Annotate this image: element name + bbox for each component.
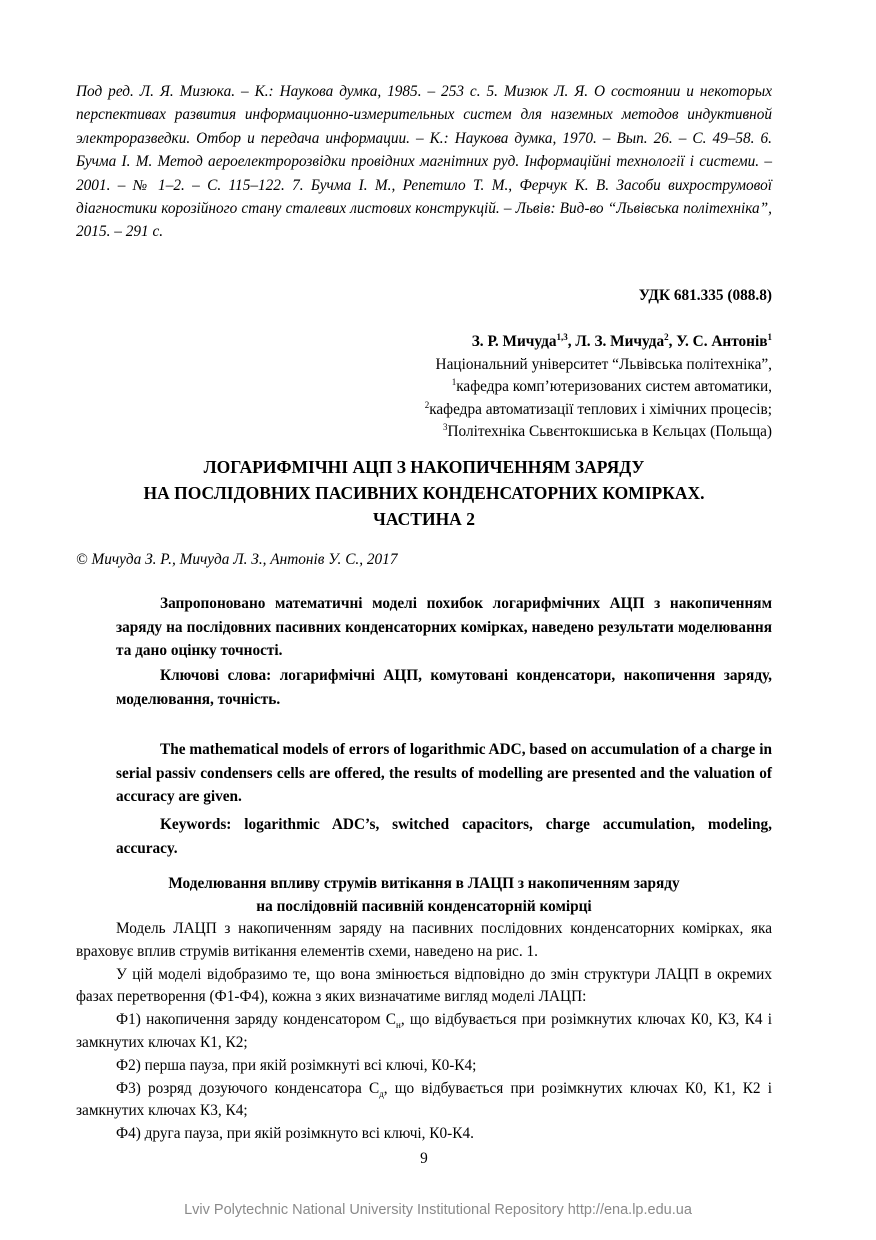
- keywords-en-text: Keywords: logarithmic ADC’s, switched capacitors, charge accumulation, modeling, accuracy.: [116, 816, 772, 857]
- author-1-affiliation: 1,3: [556, 331, 568, 342]
- affiliation-2: [76, 399, 772, 422]
- affiliation-3-text: Політехніка Сьвєнтокшиська в Кєльцах (Польща): [447, 423, 772, 441]
- subscript: н: [396, 1020, 401, 1031]
- keywords-en: [116, 813, 772, 860]
- paragraph-text: , що відбувається при розімкнутих ключах К0, К3, К4 і замкнутих ключах К1, К2;: [76, 1011, 772, 1051]
- udk-code: УДК 681.335 (088.8): [638, 287, 772, 304]
- title-line-1: ЛОГАРИФМІЧНІ АЦП З НАКОПИЧЕННЯМ ЗАРЯДУ: [203, 457, 645, 477]
- paragraph: Модель ЛАЦП з накопиченням заряду на пасивних послідовних конденсаторних комірках, яка враховує вплив струмів витікання елементів схеми, наведено на рис. 1.: [76, 920, 772, 960]
- repository-footer: Lviv Polytechnic National University Institutional Repository http://ena.lp.edu.ua: [184, 1202, 692, 1218]
- references-continuation: Под ред. Л. Я. Мизюка. – К.: Наукова думка, 1985. – 253 с. 5. Мизюк Л. Я. О состоянии и некоторых перспективах развития информационно-измерительных систем для наземных методов индуктивной электроразведки. Отбор и передача информации. – К.: Наукова думка, 1970. – Вып. 26. – С. 49–58. 6. Бучма І. М. Метод аероелектророзвідки провідних магнітних руд. Інформаційні технології і системи. – 2001. – № 1–2. – С. 115–122. 7. Бучма І. М., Репетило Т. М., Ферчук К. В. Засоби вихрострумової діагностики корозійного стану сталевих листових конструкцій. – Львів: Вид-во “Львівська політехніка”, 2015. – 291 с.: [76, 83, 772, 241]
- abstract-en-text: The mathematical models of errors of logarithmic ADC, based on accumulation of a charge in serial passiv condensers cells are offered, the results of modelling are presented and the valuation of accuracy are given.: [116, 741, 772, 805]
- paragraph: [76, 1078, 772, 1124]
- affiliation-2-mark: 2: [424, 399, 430, 410]
- author-1: З. Р. Мичуда: [471, 333, 557, 350]
- title-line-3: ЧАСТИНА 2: [373, 509, 475, 529]
- affiliation-2-text: кафедра автоматизації теплових і хімічних процесів;: [429, 400, 772, 418]
- affiliation-1: [76, 376, 772, 399]
- abstract-ua: [116, 592, 772, 663]
- author-3: , У. С. Антонів: [668, 333, 768, 350]
- section-heading-line-2: на послідовній пасивній конденсаторній комірці: [256, 897, 592, 915]
- author-2-affiliation: 2: [664, 331, 669, 342]
- affiliation-3: [76, 421, 772, 444]
- author-2: , Л. З. Мичуда: [567, 333, 665, 350]
- author-3-affiliation: 1: [767, 331, 772, 342]
- paragraph-text: , що відбувається при розімкнутих ключах К0, К1, К2 і замкнутих ключах К3, К4;: [76, 1079, 772, 1120]
- section-heading-line-1: Моделювання впливу струмів витікання в ЛАЦП з накопиченням заряду: [168, 875, 680, 892]
- article-title: [76, 454, 772, 532]
- authors-block: [76, 331, 772, 444]
- abstract-en: [116, 738, 772, 809]
- copyright: © Мичуда З. Р., Мичуда Л. З., Антонів У. С., 2017: [76, 551, 398, 568]
- university: Національний університет “Львівська політехніка”,: [435, 355, 772, 373]
- paragraph: У цій моделі відобразимо те, що вона змінюється відповідно до змін структури ЛАЦП в окремих фазах перетворення (Ф1-Ф4), кожна з яких визначатиме вигляд моделі ЛАЦП:: [76, 965, 772, 1006]
- title-line-2: НА ПОСЛІДОВНИХ ПАСИВНИХ КОНДЕНСАТОРНИХ КОМІРКАХ.: [143, 483, 705, 503]
- section-heading: [76, 873, 772, 918]
- author-names: [76, 331, 772, 354]
- paragraph-text: Ф3) розряд дозуючого конденсатора С: [116, 1079, 380, 1097]
- affiliation-1-mark: 1: [451, 377, 457, 388]
- abstract-ua-text: Запропоновано математичні моделі похибок логарифмічних АЦП з накопиченням заряду на послідовних пасивних конденсаторних комірках, наведено результати моделювання та дано оцінку точності.: [116, 595, 772, 659]
- page-number: 9: [420, 1150, 428, 1167]
- paragraph: [76, 1009, 772, 1055]
- paragraph-text: Ф1) накопичення заряду конденсатором С: [116, 1011, 397, 1029]
- affiliation-1-text: кафедра комп’ютеризованих систем автоматики,: [456, 378, 772, 396]
- paragraph: Ф4) друга пауза, при якій розімкнуто всі ключі, К0-К4.: [116, 1125, 474, 1143]
- body-text: [76, 918, 772, 1146]
- affiliation-3-mark: 3: [442, 422, 448, 433]
- keywords-ua-text: Ключові слова: логарифмічні АЦП, комутовані конденсатори, накопичення заряду, моделювання, точність.: [116, 667, 772, 708]
- keywords-ua: [116, 664, 772, 711]
- paragraph: Ф2) перша пауза, при якій розімкнуті всі ключі, К0-К4;: [116, 1056, 477, 1074]
- subscript: д: [379, 1088, 384, 1099]
